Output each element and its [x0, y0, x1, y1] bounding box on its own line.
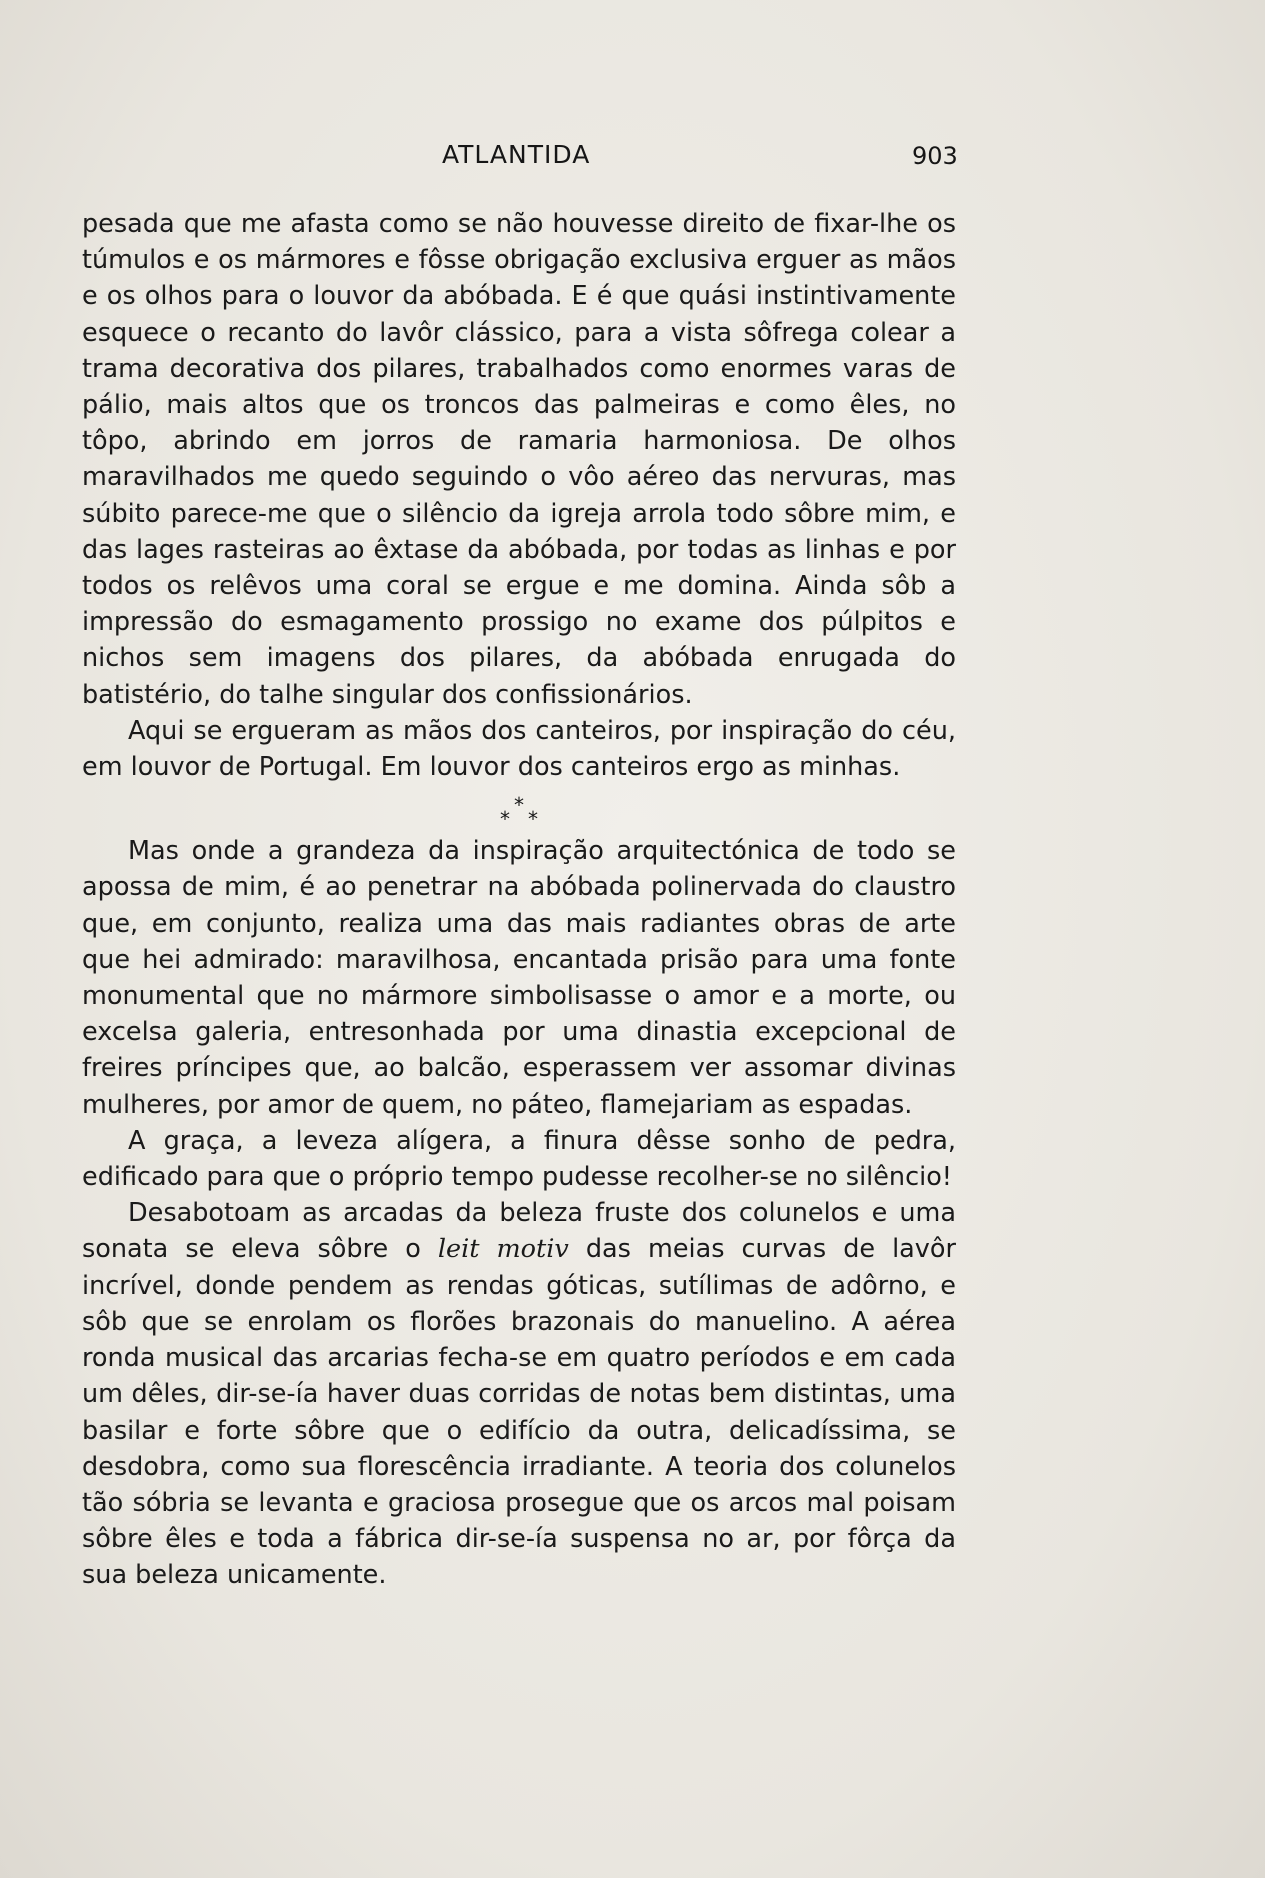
asterisk-right: * [528, 807, 538, 832]
page-number: 903 [912, 142, 958, 170]
leit-motiv-italic: leit motiv [437, 1234, 569, 1265]
section-separator [82, 785, 956, 833]
arcadas-text-before: Desabotoam as arcadas da beleza fruste dos colunelos e uma sonata se eleva sôbre o [82, 1198, 956, 1265]
paragraph-continued: pesada que me afasta como se não houvesse direito de fixar-lhe os túmulos e os mármores e fôsse obrigação exclusiva erguer as mãos e os olhos para o louvor da abóbada. E é que quási instintivamente esquece o recanto do lavôr clássico, para a vista sôfrega colear a trama decorativa dos pilares, trabalhados como enormes varas de pálio, mais altos que os troncos das palmeiras e como êles, no tôpo, abrindo em jorros de ramaria harmoniosa. De olhos maravilhados me quedo seguindo o vôo aéreo das nervuras, mas súbito parece-me que o silêncio da igreja arrola todo sôbre mim, e das lages rasteiras ao êxtase da abóbada, por todas as linhas e por todos os relêvos uma coral se ergue e me domina. Ainda sôb a impressão do esmagamento prossigo no exame dos púlpitos e nichos sem imagens dos pilares, da abóbada enrugada do batistério, do talhe singular dos confissionários. [82, 209, 956, 710]
paragraph-graca: A graça, a leveza alígera, a finura dêsse sonho de pedra, edificado para que o próprio tempo pudesse recolher-se no silêncio! [82, 1125, 956, 1193]
running-title: ATLANTIDA [442, 140, 591, 169]
arcadas-text-after: das meias curvas de lavôr incrível, donde pendem as rendas góticas, sutílimas de adôrno, e sôb que se enrolam os florões brazonais do manuelino. A aérea ronda musical das arcarias fecha-se em quatro períodos e em cada um dêles, dir-se-ía haver duas corridas de notas bem distintas, uma basilar e forte sôbre que o edifício da outra, delicadíssima, se desdobra, como sua florescência irradiante. A teoria dos colunelos tão sóbria se levanta e graciosa prosegue que os arcos mal poisam sôbre êles e toda a fábrica dir-se-ía suspensa no ar, por fôrça da sua beleza unicamente. [82, 1234, 956, 1591]
paragraph-canteiros: Aqui se ergueram as mãos dos canteiros, por inspiração do céu, em louvor de Portugal. Em louvor dos canteiros ergo as minhas. [82, 715, 956, 783]
asterisk-top: * [514, 793, 524, 818]
body-text [82, 206, 956, 1594]
paragraph-arcadas [82, 1195, 956, 1593]
running-head [0, 140, 1265, 176]
paragraph-claustro: Mas onde a grandeza da inspiração arquitectónica de todo se apossa de mim, é ao penetrar na abóbada polinervada do claustro que, em conjunto, realiza uma das mais radiantes obras de arte que hei admirado: maravilhosa, encantada prisão para uma fonte monumental que no mármore simbolisasse o amor e a morte, ou excelsa galeria, entresonhada por uma dinastia excepcional de freires príncipes que, ao balcão, esperassem ver assomar divinas mulheres, por amor de quem, no páteo, flamejariam as espadas. [82, 836, 956, 1120]
asterisk-left: * [500, 807, 510, 832]
